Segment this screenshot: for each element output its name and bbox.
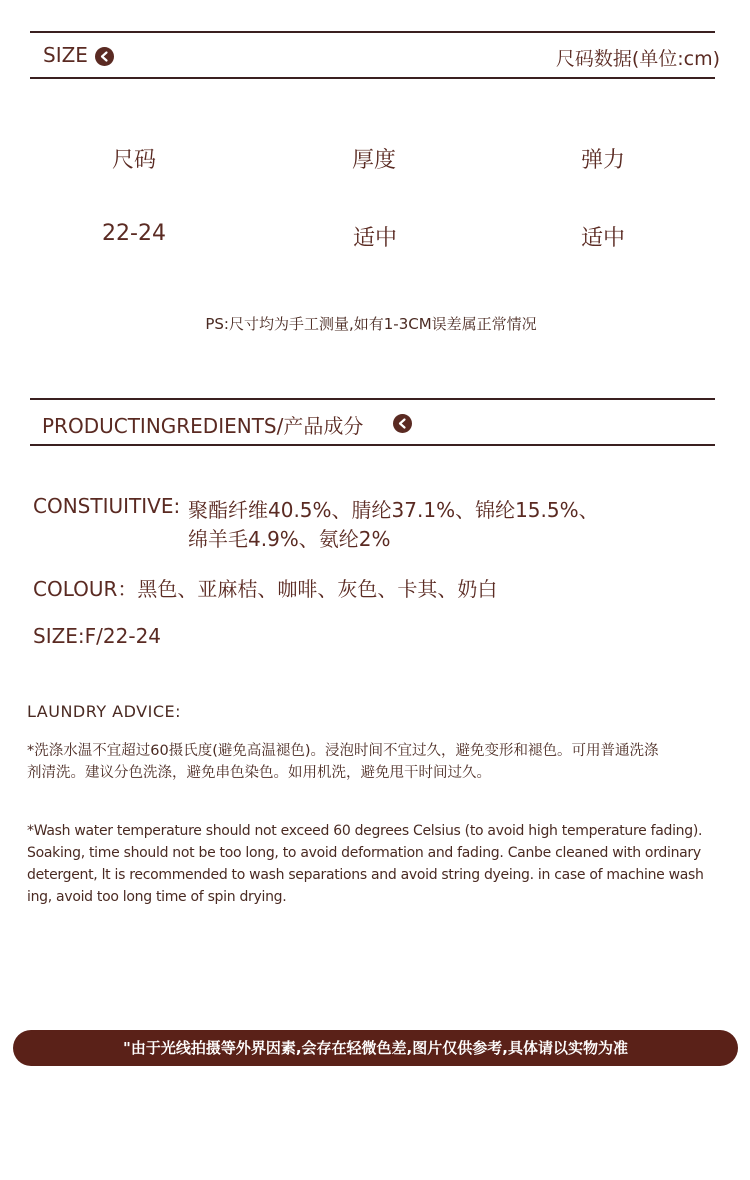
table-cell-size: 22-24 bbox=[102, 221, 166, 246]
ingredients-section-title: PRODUCTINGREDIENTS/产品成分 bbox=[42, 414, 364, 438]
size-top-rule bbox=[30, 31, 715, 33]
laundry-en-line-4: ing, avoid too long time of spin drying. bbox=[27, 889, 287, 905]
size-section-subtitle: 尺码数据(单位:cm) bbox=[555, 48, 720, 70]
laundry-cn-line-1: *洗涤水温不宜超过60摄氏度(避免高温褪色)。浸泡时间不宜过久，避免变形和褪色。可用普通洗涤 bbox=[27, 743, 659, 759]
size-bottom-rule bbox=[30, 77, 715, 79]
chevron-left-icon bbox=[95, 47, 114, 66]
measurement-note: PS:尺寸均为手工测量,如有1-3CM误差属正常情况 bbox=[205, 315, 537, 333]
table-header-elasticity: 弹力 bbox=[580, 148, 625, 173]
laundry-title: LAUNDRY ADVICE: bbox=[27, 702, 181, 721]
size-line: SIZE:F/22-24 bbox=[33, 624, 162, 648]
laundry-en-line-2: Soaking, time should not be too long, to avoid deformation and fading. Canbe cleaned with ordinary bbox=[27, 845, 701, 861]
table-cell-elasticity: 适中 bbox=[580, 226, 625, 251]
color-disclaimer-banner: "由于光线拍摄等外界因素,会存在轻微色差,图片仅供参考,具体请以实物为准 bbox=[13, 1030, 738, 1066]
table-header-thickness: 厚度 bbox=[351, 148, 396, 173]
table-header-size: 尺码 bbox=[111, 148, 156, 173]
laundry-cn-text bbox=[27, 740, 727, 784]
ingredients-bottom-rule bbox=[30, 444, 715, 446]
laundry-en-text bbox=[27, 820, 727, 908]
ingredients-top-rule bbox=[30, 398, 715, 400]
colour-line: COLOUR：黑色、亚麻桔、咖啡、灰色、卡其、奶白 bbox=[33, 577, 498, 601]
table-cell-thickness: 适中 bbox=[352, 226, 397, 251]
constituitive-label: CONSTIUITIVE: bbox=[33, 494, 181, 518]
size-section-title: SIZE bbox=[43, 43, 88, 67]
laundry-cn-line-2: 剂清洗。建议分色洗涤，避免串色染色。如用机洗，避免甩干时间过久。 bbox=[27, 765, 491, 781]
constituitive-line-2: 绵羊毛4.9%、氨纶2% bbox=[188, 527, 391, 551]
laundry-en-line-1: *Wash water temperature should not exceed 60 degrees Celsius (to avoid high temperature fading). bbox=[27, 823, 703, 839]
chevron-left-icon bbox=[393, 414, 412, 433]
laundry-en-line-3: detergent, lt is recommended to wash separations and avoid string dyeing. in case of machine wash bbox=[27, 867, 704, 883]
constituitive-line-1: 聚酯纤维40.5%、腈纶37.1%、锦纶15.5%、 bbox=[188, 498, 599, 522]
